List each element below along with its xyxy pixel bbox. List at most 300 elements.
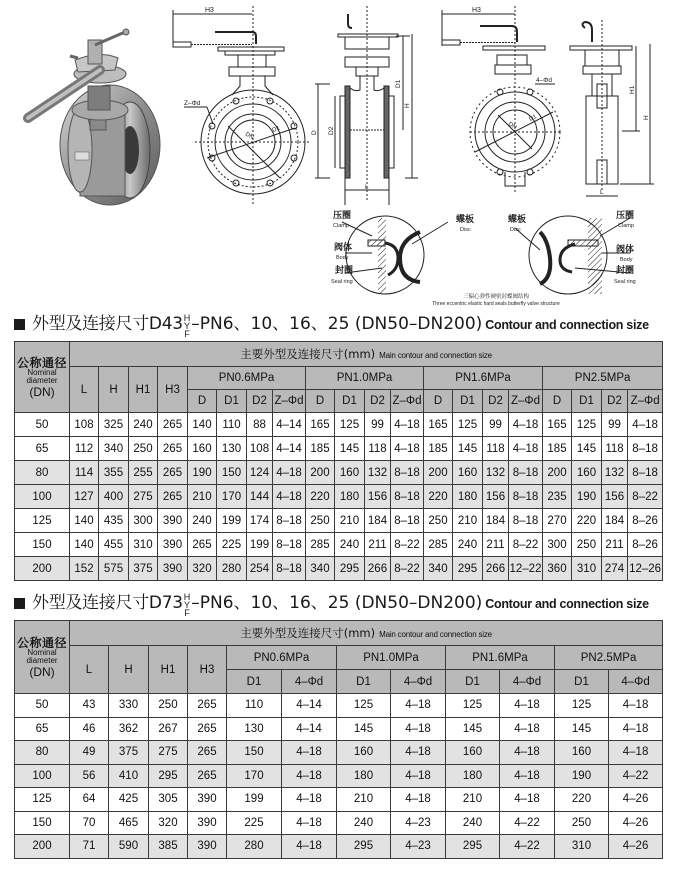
table-cell: 362 [109, 717, 149, 741]
table1-title: 外型及连接尺寸D43 H Y F –PN6、10、16、25 (DN50–DN200) Contour and connection size [14, 312, 649, 334]
table-cell: 590 [109, 835, 149, 859]
model-variant-stack: H Y F [183, 313, 191, 339]
table-cell: 265 [158, 485, 188, 509]
header-pn10: PN1.0MPa [306, 367, 424, 390]
table-cell: 125 [453, 413, 483, 437]
table-cell: 160 [335, 461, 365, 485]
table-cell: 425 [109, 788, 149, 812]
header-h1: H1 [149, 646, 188, 694]
cell-dn: 100 [15, 485, 70, 509]
table-cell: 385 [149, 835, 188, 859]
table-cell: 49 [70, 741, 109, 765]
svg-text:阀体: 阀体 [616, 244, 635, 254]
header-pn10: PN1.0MPa [337, 646, 446, 670]
table-cell: 8–18 [391, 509, 424, 533]
table-cell: 199 [247, 533, 273, 557]
cell-dn: 65 [15, 717, 70, 741]
subheader-4d: 4–Φd [282, 670, 337, 694]
table-cell: 390 [188, 835, 227, 859]
table-row [15, 557, 663, 581]
bullet-square-icon [14, 319, 25, 330]
table-cell: 4–18 [273, 461, 306, 485]
table-cell: 240 [335, 533, 365, 557]
table-cell: 275 [129, 485, 158, 509]
subheader-d: D [306, 390, 335, 413]
table-cell: 125 [572, 413, 602, 437]
table-cell: 8–18 [391, 485, 424, 509]
table-cell: 99 [602, 413, 628, 437]
svg-text:Body: Body [620, 257, 633, 263]
table-cell: 70 [70, 811, 109, 835]
table-cell: 56 [70, 764, 109, 788]
table-cell: 274 [602, 557, 628, 581]
table-cell: 118 [365, 437, 391, 461]
table-cell: 199 [227, 788, 282, 812]
subheader-d2: D2 [602, 390, 628, 413]
table-cell: 170 [217, 485, 247, 509]
svg-text:L: L [365, 184, 369, 191]
table-cell: 156 [483, 485, 509, 509]
table-cell: 165 [306, 413, 335, 437]
table-cell: 210 [453, 509, 483, 533]
svg-text:L: L [600, 189, 604, 196]
table-cell: 4–18 [391, 437, 424, 461]
table-cell: 390 [188, 811, 227, 835]
table-cell: 160 [555, 741, 609, 765]
subheader-d2: D2 [247, 390, 273, 413]
table-row [15, 717, 663, 741]
table-cell: 145 [453, 437, 483, 461]
table-cell: 180 [335, 485, 365, 509]
header-h: H [99, 367, 129, 413]
table-cell: 295 [337, 835, 391, 859]
subheader-4d: 4–Φd [391, 670, 446, 694]
table-cell: 185 [306, 437, 335, 461]
table-cell: 295 [149, 764, 188, 788]
table-cell: 285 [424, 533, 453, 557]
table-cell: 4–18 [500, 717, 555, 741]
subheader-4d: 4–Φd [609, 670, 663, 694]
table-cell: 8–18 [273, 509, 306, 533]
table-cell: 211 [483, 533, 509, 557]
table-cell: 4–26 [609, 835, 663, 859]
table-cell: 390 [158, 509, 188, 533]
svg-text:4–Φd: 4–Φd [536, 77, 553, 84]
table-cell: 240 [188, 509, 217, 533]
table-cell: 4–18 [509, 413, 543, 437]
table-cell: 8–18 [273, 557, 306, 581]
table-cell: 110 [227, 694, 282, 718]
table-cell: 199 [217, 509, 247, 533]
structure-caption-en: Three eccentric elastic hard seals butterfly valve structure [432, 301, 560, 307]
table-cell: 125 [555, 694, 609, 718]
table-cell: 160 [188, 437, 217, 461]
table-cell: 8–22 [509, 533, 543, 557]
table-cell: 4–18 [391, 741, 446, 765]
table-cell: 132 [602, 461, 628, 485]
cell-dn: 200 [15, 835, 70, 859]
table-row [15, 509, 663, 533]
drawing-side-flanged [311, 6, 418, 205]
table-cell: 144 [247, 485, 273, 509]
table-cell: 108 [247, 437, 273, 461]
table-cell: 145 [337, 717, 391, 741]
table-cell: 125 [446, 694, 500, 718]
subheader-d1: D1 [227, 670, 282, 694]
table-cell: 200 [424, 461, 453, 485]
header-pn25: PN2.5MPa [543, 367, 663, 390]
table-cell: 180 [453, 485, 483, 509]
table-row [15, 413, 663, 437]
svg-text:H: H [404, 103, 411, 108]
table-cell: 4–23 [391, 811, 446, 835]
table-cell: 140 [70, 509, 99, 533]
cell-dn: 150 [15, 533, 70, 557]
subheader-d1: D1 [555, 670, 609, 694]
table-row [15, 485, 663, 509]
table-cell: 4–14 [273, 437, 306, 461]
table-cell: 4–22 [609, 764, 663, 788]
svg-text:封圈: 封圈 [335, 265, 354, 275]
table-cell: 220 [555, 788, 609, 812]
table-cell: 220 [424, 485, 453, 509]
table-cell: 211 [365, 533, 391, 557]
svg-text:DN: DN [244, 131, 255, 142]
table-cell: 4–18 [500, 764, 555, 788]
table-cell: 174 [247, 509, 273, 533]
table-row [15, 533, 663, 557]
table-cell: 210 [446, 788, 500, 812]
subheader-d1: D1 [453, 390, 483, 413]
header-nominal-diameter: 公称通径 Nominal diameter (DN) [15, 621, 70, 694]
table-row [15, 835, 663, 859]
table-cell: 64 [70, 788, 109, 812]
svg-text:压圈: 压圈 [333, 210, 352, 220]
table-cell: 250 [306, 509, 335, 533]
svg-text:DN: DN [507, 121, 518, 132]
table-cell: 4–18 [391, 694, 446, 718]
table-cell: 140 [70, 533, 99, 557]
svg-text:H1: H1 [629, 85, 636, 94]
table-cell: 180 [446, 764, 500, 788]
table-cell: 160 [572, 461, 602, 485]
svg-text:H3: H3 [472, 7, 481, 14]
table-cell: 140 [188, 413, 217, 437]
table-cell: 265 [158, 437, 188, 461]
table-cell: 250 [424, 509, 453, 533]
cell-dn: 150 [15, 811, 70, 835]
table-cell: 125 [337, 694, 391, 718]
table-cell: 390 [158, 533, 188, 557]
table-cell: 12–22 [509, 557, 543, 581]
table-cell: 124 [247, 461, 273, 485]
subheader-d: D [543, 390, 572, 413]
table-cell: 145 [555, 717, 609, 741]
table-cell: 118 [483, 437, 509, 461]
table-cell: 184 [365, 509, 391, 533]
table-cell: 320 [149, 811, 188, 835]
table-cell: 185 [543, 437, 572, 461]
table-cell: 435 [99, 509, 129, 533]
model-variant-stack: H Y F [183, 592, 191, 618]
structure-caption-cn: 三偏心弹性硬密封蝶阀结构 [462, 294, 530, 300]
svg-text:H3: H3 [205, 7, 214, 14]
table-row [15, 461, 663, 485]
table-cell: 575 [99, 557, 129, 581]
table-cell: 8–18 [628, 461, 663, 485]
table-cell: 295 [335, 557, 365, 581]
subheader-d2: D2 [365, 390, 391, 413]
table-cell: 320 [188, 557, 217, 581]
table-row [15, 811, 663, 835]
subheader-d1: D1 [446, 670, 500, 694]
table-cell: 152 [70, 557, 99, 581]
table-cell: 210 [335, 509, 365, 533]
header-l: L [70, 367, 99, 413]
table-row [15, 741, 663, 765]
table-cell: 8–18 [509, 461, 543, 485]
table-cell: 254 [247, 557, 273, 581]
table-cell: 43 [70, 694, 109, 718]
table-cell: 340 [424, 557, 453, 581]
table-cell: 130 [217, 437, 247, 461]
table-cell: 255 [129, 461, 158, 485]
table-row [15, 788, 663, 812]
table-cell: 330 [109, 694, 149, 718]
table-cell: 8–18 [628, 437, 663, 461]
table-cell: 265 [188, 764, 227, 788]
table-cell: 160 [446, 741, 500, 765]
table-cell: 4–18 [509, 437, 543, 461]
table-cell: 8–22 [391, 557, 424, 581]
table-cell: 4–18 [500, 741, 555, 765]
table-cell: 12–26 [628, 557, 663, 581]
seal-detail-left [342, 216, 448, 294]
table-cell: 145 [335, 437, 365, 461]
table-cell: 265 [188, 717, 227, 741]
table-cell: 240 [129, 413, 158, 437]
table-cell: 250 [555, 811, 609, 835]
table-cell: 112 [70, 437, 99, 461]
valve-photo [28, 29, 160, 205]
table-cell: 250 [149, 694, 188, 718]
subheader-d1: D1 [217, 390, 247, 413]
table-cell: 275 [149, 741, 188, 765]
table-cell: 265 [188, 533, 217, 557]
table-cell: 190 [572, 485, 602, 509]
table2-title: 外型及连接尺寸D73 H Y F –PN6、10、16、25 (DN50–DN200) Contour and connection size [14, 591, 649, 613]
table-cell: 220 [306, 485, 335, 509]
table-cell: 150 [217, 461, 247, 485]
table-cell: 211 [602, 533, 628, 557]
cell-dn: 125 [15, 788, 70, 812]
table-cell: 165 [543, 413, 572, 437]
svg-text:Disc: Disc [510, 227, 521, 233]
svg-text:D: D [311, 130, 318, 135]
subheader-d: D [188, 390, 217, 413]
table2-dimensions [14, 620, 663, 859]
svg-text:H: H [643, 115, 650, 120]
table-cell: 410 [109, 764, 149, 788]
subheader-zd: Z–Φd [628, 390, 663, 413]
table-cell: 375 [109, 741, 149, 765]
table-cell: 225 [217, 533, 247, 557]
table-cell: 8–22 [391, 533, 424, 557]
table-cell: 4–18 [609, 694, 663, 718]
drawing-front-wafer [442, 6, 560, 192]
table-row [15, 437, 663, 461]
table-cell: 455 [99, 533, 129, 557]
table-cell: 390 [158, 557, 188, 581]
table-cell: 180 [337, 764, 391, 788]
table-cell: 4–18 [282, 741, 337, 765]
svg-text:Clamp: Clamp [618, 223, 634, 229]
table-cell: 46 [70, 717, 109, 741]
table-cell: 4–18 [273, 485, 306, 509]
table-cell: 156 [365, 485, 391, 509]
table-cell: 125 [335, 413, 365, 437]
table-cell: 99 [483, 413, 509, 437]
header-h: H [109, 646, 149, 694]
header-pn25: PN2.5MPa [555, 646, 663, 670]
table-cell: 240 [446, 811, 500, 835]
svg-text:Seal ring: Seal ring [614, 279, 636, 285]
table-cell: 4–14 [282, 717, 337, 741]
table-cell: 375 [129, 557, 158, 581]
table-cell: 465 [109, 811, 149, 835]
table-cell: 340 [99, 437, 129, 461]
table-cell: 160 [453, 461, 483, 485]
svg-text:D1: D1 [395, 79, 402, 88]
table-cell: 265 [158, 413, 188, 437]
table-cell: 225 [227, 811, 282, 835]
table-cell: 300 [543, 533, 572, 557]
subheader-d1: D1 [337, 670, 391, 694]
svg-text:Seal ring: Seal ring [331, 279, 353, 285]
table-cell: 4–18 [282, 764, 337, 788]
table-cell: 265 [188, 694, 227, 718]
table-cell: 4–18 [282, 835, 337, 859]
table-cell: 360 [543, 557, 572, 581]
table-cell: 4–18 [391, 413, 424, 437]
cell-dn: 80 [15, 741, 70, 765]
svg-text:蝶板: 蝶板 [508, 214, 527, 224]
table-cell: 4–18 [391, 764, 446, 788]
table-cell: 4–14 [282, 694, 337, 718]
table-cell: 184 [483, 509, 509, 533]
table-cell: 8–18 [509, 485, 543, 509]
subheader-zd: Z–Φd [391, 390, 424, 413]
table-cell: 4–18 [500, 788, 555, 812]
table-cell: 265 [158, 461, 188, 485]
cell-dn: 65 [15, 437, 70, 461]
table-cell: 130 [227, 717, 282, 741]
svg-text:封圈: 封圈 [616, 265, 635, 275]
cell-dn: 50 [15, 694, 70, 718]
cell-dn: 200 [15, 557, 70, 581]
table-cell: 8–22 [628, 485, 663, 509]
svg-text:蝶板: 蝶板 [456, 214, 475, 224]
table-cell: 220 [572, 509, 602, 533]
header-h1: H1 [129, 367, 158, 413]
subheader-d1: D1 [572, 390, 602, 413]
subheader-d: D [424, 390, 453, 413]
table-cell: 108 [70, 413, 99, 437]
table-cell: 285 [306, 533, 335, 557]
table-cell: 200 [543, 461, 572, 485]
table-cell: 88 [247, 413, 273, 437]
table-cell: 145 [446, 717, 500, 741]
table-cell: 132 [483, 461, 509, 485]
svg-text:压圈: 压圈 [616, 210, 635, 220]
table-cell: 4–18 [609, 741, 663, 765]
table-cell: 300 [129, 509, 158, 533]
cell-dn: 125 [15, 509, 70, 533]
table-cell: 8–26 [628, 533, 663, 557]
header-pn06: PN0.6MPa [227, 646, 337, 670]
table-cell: 210 [337, 788, 391, 812]
table-cell: 280 [227, 835, 282, 859]
table-cell: 110 [217, 413, 247, 437]
table-cell: 250 [572, 533, 602, 557]
svg-text:Clamp: Clamp [333, 223, 349, 229]
table-cell: 190 [555, 764, 609, 788]
table-cell: 310 [129, 533, 158, 557]
table-cell: 150 [227, 741, 282, 765]
subheader-zd: Z–Φd [509, 390, 543, 413]
table-cell: 8–18 [273, 533, 306, 557]
seal-detail-right [515, 216, 630, 294]
svg-text:Body: Body [336, 255, 349, 261]
table-cell: 4–14 [273, 413, 306, 437]
table-cell: 71 [70, 835, 109, 859]
table-cell: 210 [188, 485, 217, 509]
table-cell: 99 [365, 413, 391, 437]
svg-text:D1: D1 [271, 125, 281, 134]
svg-text:Disc: Disc [460, 227, 471, 233]
table-cell: 165 [424, 413, 453, 437]
table-cell: 4–26 [609, 811, 663, 835]
table-row [15, 694, 663, 718]
header-pn16: PN1.6MPa [424, 367, 543, 390]
svg-text:Z–Φd: Z–Φd [184, 100, 201, 107]
table-cell: 4–18 [391, 717, 446, 741]
table-cell: 240 [453, 533, 483, 557]
table-cell: 127 [70, 485, 99, 509]
table-cell: 184 [602, 509, 628, 533]
subheader-d1: D1 [335, 390, 365, 413]
subheader-4d: 4–Φd [500, 670, 555, 694]
table-cell: 4–26 [609, 788, 663, 812]
table-cell: 114 [70, 461, 99, 485]
table-cell: 8–18 [391, 461, 424, 485]
svg-text:D1: D1 [528, 114, 538, 123]
table-cell: 170 [227, 764, 282, 788]
table-cell: 267 [149, 717, 188, 741]
header-h3: H3 [188, 646, 227, 694]
header-main-contour: 主要外型及连接尺寸(mm) Main contour and connection size [70, 342, 663, 367]
header-h3: H3 [158, 367, 188, 413]
table-cell: 4–18 [282, 811, 337, 835]
table-cell: 265 [188, 741, 227, 765]
table-cell: 4–18 [282, 788, 337, 812]
bullet-square-icon [14, 598, 25, 609]
header-pn06: PN0.6MPa [188, 367, 306, 390]
table-cell: 132 [365, 461, 391, 485]
table-cell: 235 [543, 485, 572, 509]
cell-dn: 80 [15, 461, 70, 485]
technical-drawings-svg [0, 0, 676, 308]
